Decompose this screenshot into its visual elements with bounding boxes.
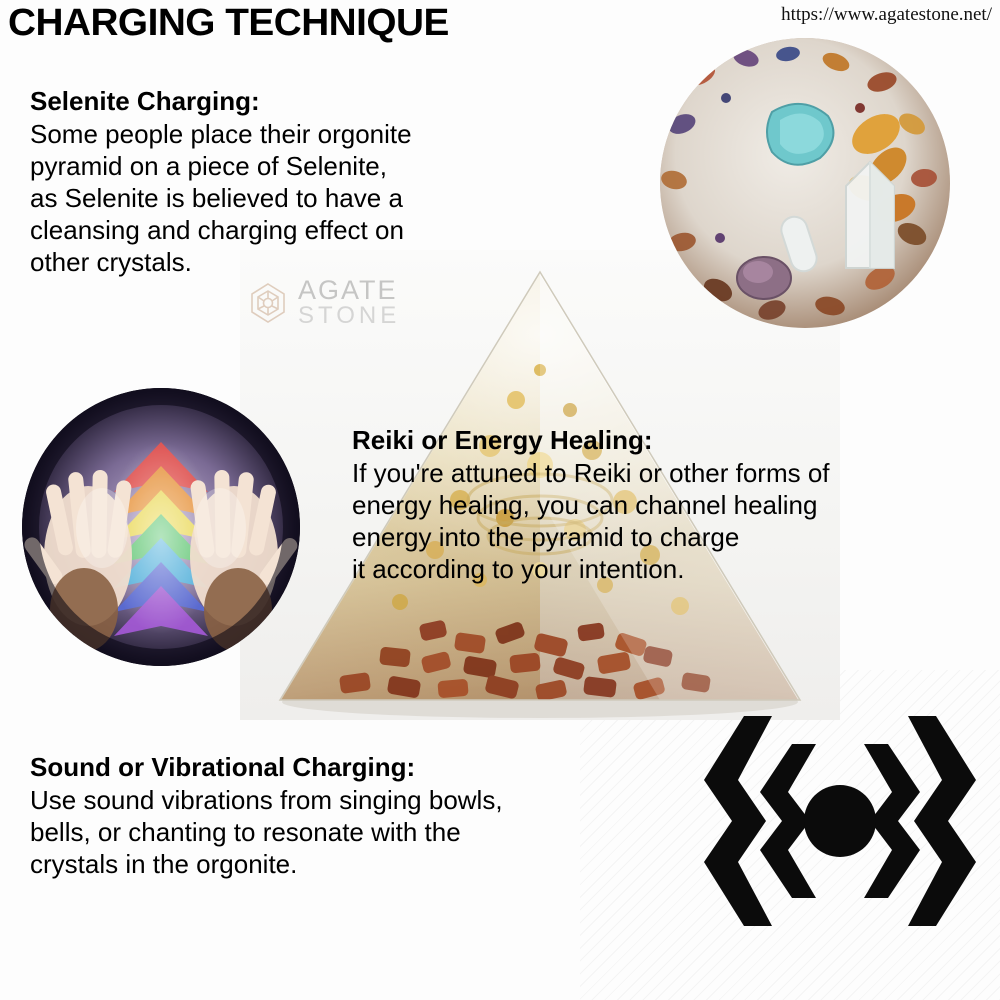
section-selenite-charging: [30, 86, 412, 279]
watermark-text: [298, 275, 401, 329]
mandala-logo-icon: [246, 280, 290, 324]
agate-stone-watermark: [246, 275, 401, 329]
watermark-line-2: STONE: [298, 301, 401, 329]
sound-line-2: bells, or chanting to resonate with the: [30, 816, 461, 847]
selenite-line-4: cleansing and charging effect on: [30, 214, 404, 245]
crystals-illustration: [660, 38, 950, 328]
section-reiki-energy-healing: [352, 425, 830, 586]
reiki-hands-illustration: [22, 388, 300, 666]
selenite-crystals-circle-photo: [660, 38, 950, 328]
sound-waves-glyph: [700, 706, 980, 936]
reiki-heading: Reiki or Energy Healing:: [352, 425, 653, 455]
sound-line-3: crystals in the orgonite.: [30, 848, 298, 879]
selenite-line-5: other crystals.: [30, 246, 192, 277]
sound-line-1: Use sound vibrations from singing bowls,: [30, 784, 503, 815]
page-title: CHARGING TECHNIQUE: [8, 2, 449, 44]
watermark-line-1: AGATE: [298, 275, 398, 305]
reiki-line-4: it according to your intention.: [352, 553, 685, 584]
selenite-line-3: as Selenite is believed to have a: [30, 182, 403, 213]
selenite-line-2: pyramid on a piece of Selenite,: [30, 150, 387, 181]
sound-heading: Sound or Vibrational Charging:: [30, 752, 416, 782]
site-url[interactable]: https://www.agatestone.net/: [781, 4, 992, 25]
reiki-line-3: energy into the pyramid to charge: [352, 521, 740, 552]
section-sound-vibrational-charging: [30, 752, 503, 881]
selenite-line-1: Some people place their orgonite: [30, 118, 412, 149]
reiki-line-1: If you're attuned to Reiki or other forms of: [352, 457, 830, 488]
selenite-heading: Selenite Charging:: [30, 86, 260, 116]
sound-vibration-icon: [700, 706, 980, 936]
reiki-line-2: energy healing, you can channel healing: [352, 489, 818, 520]
reiki-healing-hands-circle-photo: [22, 388, 300, 666]
